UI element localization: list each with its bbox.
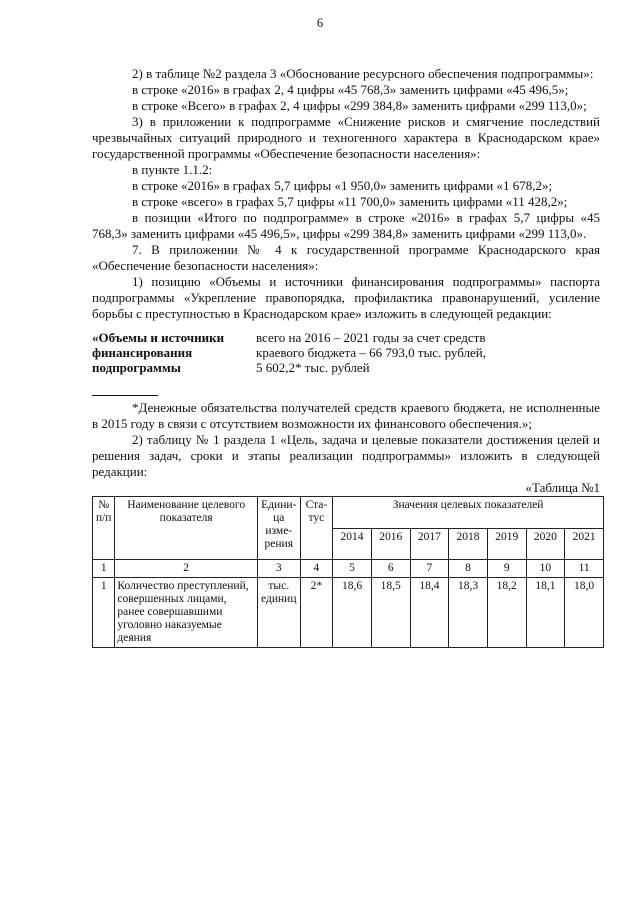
row-value: 18,5 bbox=[371, 578, 410, 648]
index-cell: 11 bbox=[565, 560, 604, 578]
table-caption: «Таблица №1 bbox=[525, 480, 600, 495]
index-cell: 1 bbox=[93, 560, 115, 578]
document-body bbox=[92, 66, 600, 648]
table-row bbox=[93, 578, 604, 648]
index-cell: 3 bbox=[257, 560, 300, 578]
row-status: 2* bbox=[300, 578, 333, 648]
row-value: 18,0 bbox=[565, 578, 604, 648]
paragraph: 2) таблицу № 1 раздела 1 «Цель, задача и целевые показатели достижения целей и решения задач, сроки и этапы реализации подпрограммы» изложить в следующей редакции: bbox=[92, 432, 600, 479]
paragraph: в строке «всего» в графах 5,7 цифры «11 700,0» заменить цифрами «11 428,2»; bbox=[132, 194, 568, 209]
header-year: 2019 bbox=[487, 528, 526, 560]
funding-summary-value: всего на 2016 – 2021 годы за счет средств краевого бюджета – 66 793,0 тыс. рублей, 5 602,2* тыс. рублей bbox=[256, 330, 486, 375]
paragraph: в строке «Всего» в графах 2, 4 цифры «299 384,8» заменить цифрами «299 113,0»; bbox=[132, 98, 587, 113]
index-cell: 4 bbox=[300, 560, 333, 578]
paragraph: в строке «2016» в графах 5,7 цифры «1 950,0» заменить цифрами «1 678,2»; bbox=[132, 178, 553, 193]
row-value: 18,2 bbox=[487, 578, 526, 648]
footnote: *Денежные обязательства получателей средств краевого бюджета, не исполненные в 2015 году в связи с отсутствием возможности их финансового обеспечения.»; bbox=[92, 400, 600, 431]
funding-summary bbox=[92, 330, 600, 375]
target-indicators-table bbox=[92, 496, 604, 648]
row-unit: тыс. единиц bbox=[257, 578, 300, 648]
row-value: 18,1 bbox=[526, 578, 565, 648]
header-year: 2016 bbox=[371, 528, 410, 560]
index-cell: 7 bbox=[410, 560, 449, 578]
row-num: 1 bbox=[93, 578, 115, 648]
funding-summary-label: «Объемы и источники финансирования подпрограммы bbox=[92, 330, 225, 375]
row-value: 18,3 bbox=[449, 578, 488, 648]
paragraph: в строке «2016» в графах 2, 4 цифры «45 768,3» заменить цифрами «45 496,5»; bbox=[132, 82, 569, 97]
index-cell: 5 bbox=[333, 560, 372, 578]
header-year: 2014 bbox=[333, 528, 372, 560]
paragraph: 7. В приложении № 4 к государственной программе Краснодарского края «Обеспечение безопасности населения»: bbox=[92, 242, 600, 273]
header-year: 2020 bbox=[526, 528, 565, 560]
index-cell: 6 bbox=[371, 560, 410, 578]
row-value: 18,6 bbox=[333, 578, 372, 648]
page-number: 6 bbox=[316, 16, 324, 30]
paragraph: 3) в приложении к подпрограмме «Снижение рисков и смягчение последствий чрезвычайных ситуаций природного и техногенного характера в Краснодарском крае» государственной программы «Обеспечение безопасности населения»: bbox=[92, 114, 600, 161]
paragraph: 2) в таблице №2 раздела 3 «Обоснование ресурсного обеспечения подпрограммы»: bbox=[132, 66, 594, 81]
footnote-divider bbox=[92, 395, 158, 396]
row-value: 18,4 bbox=[410, 578, 449, 648]
header-year: 2021 bbox=[565, 528, 604, 560]
table-index-row bbox=[93, 560, 604, 578]
index-cell: 2 bbox=[115, 560, 258, 578]
row-indicator-name: Количество преступлений, совершенных лицами, ранее совершавшими уголовно наказуемые деяния bbox=[115, 578, 258, 648]
header-values-group: Значения целевых показателей bbox=[333, 497, 604, 529]
index-cell: 8 bbox=[449, 560, 488, 578]
paragraph: в пункте 1.1.2: bbox=[132, 162, 213, 177]
header-status: Ста-тус bbox=[300, 497, 333, 560]
header-num: № п/п bbox=[93, 497, 115, 560]
header-year: 2018 bbox=[449, 528, 488, 560]
header-name: Наименование целевого показателя bbox=[115, 497, 258, 560]
index-cell: 9 bbox=[487, 560, 526, 578]
header-unit: Едини-ца изме-рения bbox=[257, 497, 300, 560]
index-cell: 10 bbox=[526, 560, 565, 578]
paragraph: в позиции «Итого по подпрограмме» в строке «2016» в графах 5,7 цифры «45 768,3» заменить цифрами «45 496,5», цифры «299 384,8» заменить цифрами «299 113,0». bbox=[92, 210, 600, 241]
header-year: 2017 bbox=[410, 528, 449, 560]
paragraph: 1) позицию «Объемы и источники финансирования подпрограммы» паспорта подпрограммы «Укрепление правопорядка, профилактика правонарушений, усиление борьбы с преступностью в Краснодарском крае» изложить в следующей редакции: bbox=[92, 274, 600, 321]
